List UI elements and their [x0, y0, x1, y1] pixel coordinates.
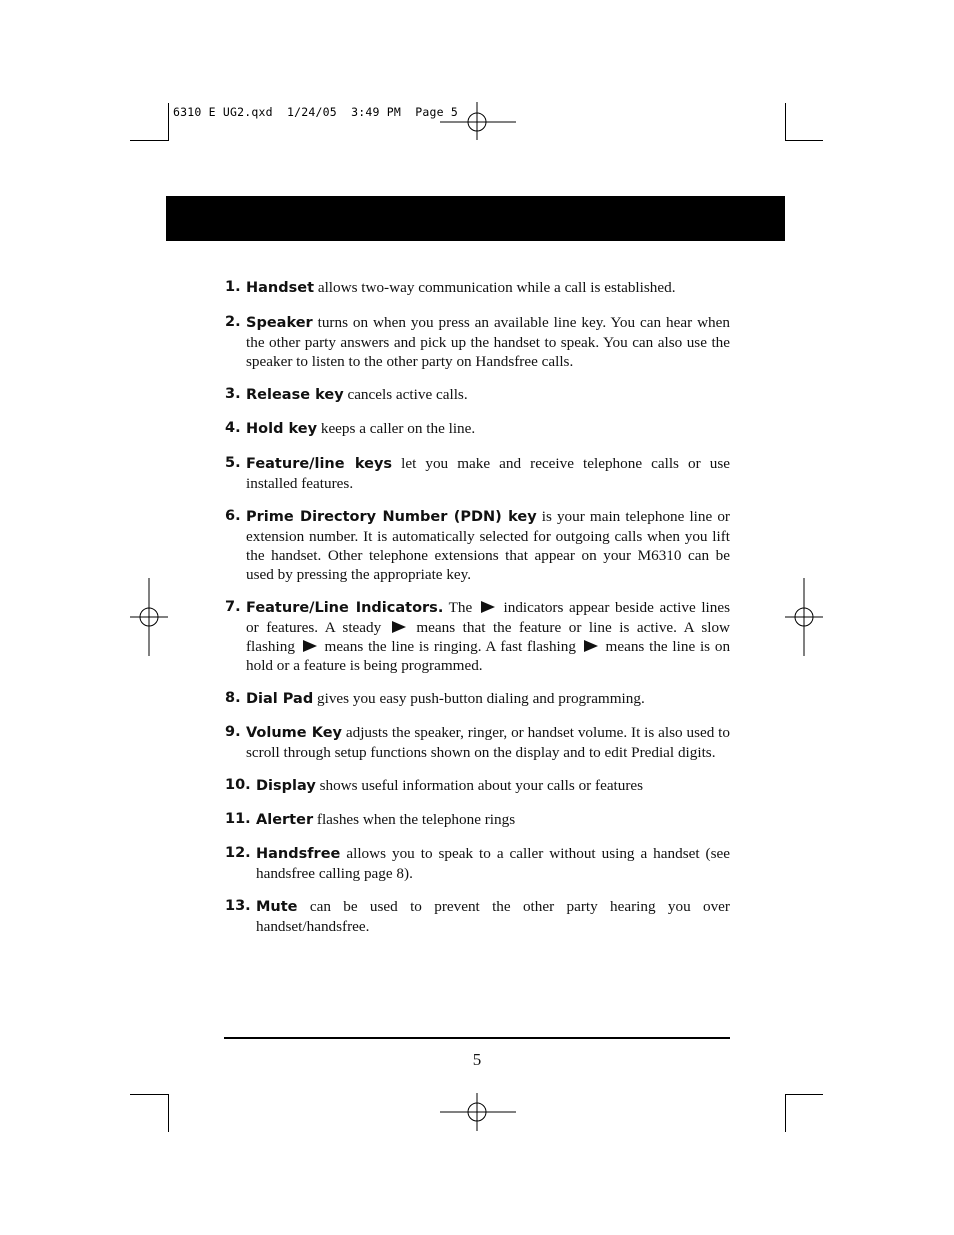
- item-term: Prime Directory Number (PDN) key: [246, 509, 537, 525]
- item-text: gives you easy push-button dialing and programming.: [313, 690, 645, 707]
- item-number: 12.: [225, 845, 251, 861]
- item-text: means the line is on hold or a feature is being programmed.: [246, 638, 731, 674]
- item-text: keeps a caller on the line.: [317, 420, 476, 437]
- crop-mark: [786, 1094, 823, 1095]
- list-item: [225, 454, 730, 493]
- item-number: 6.: [225, 508, 241, 524]
- item-term: Feature/Line Indicators.: [246, 600, 444, 616]
- item-number: 10.: [225, 777, 251, 793]
- list-item: [225, 385, 730, 405]
- item-number: 9.: [225, 724, 241, 740]
- list-item: [225, 689, 730, 709]
- list-item: [225, 897, 730, 936]
- item-text: indicators appear beside active lines or features. A steady: [246, 599, 731, 636]
- crop-mark: [785, 1094, 786, 1132]
- list-item: [225, 723, 730, 762]
- crop-mark: [168, 1094, 169, 1132]
- list-item: [225, 313, 730, 371]
- item-text: can be used to prevent the other party hearing you over handset/handsfree.: [256, 898, 730, 935]
- right-triangle-icon: [584, 640, 598, 652]
- item-term: Volume Key: [246, 725, 343, 741]
- print-slug: 6310 E UG2.qxd 1/24/05 3:49 PM Page 5: [173, 105, 458, 119]
- item-number: 5.: [225, 455, 241, 471]
- item-term: Handset: [246, 280, 315, 296]
- list-item: [225, 507, 730, 584]
- footer-rule: [224, 1037, 730, 1039]
- item-number: 13.: [225, 898, 251, 914]
- header-bar: [166, 196, 785, 241]
- list-item: [225, 810, 730, 830]
- item-number: 3.: [225, 386, 241, 402]
- item-text: flashes when the telephone rings: [313, 811, 516, 828]
- crosshair-registration-icon: [440, 1093, 516, 1131]
- list-item: [225, 278, 730, 298]
- item-text: means that the feature or line is active. A slow flashing: [246, 619, 731, 655]
- right-triangle-icon: [481, 601, 495, 613]
- list-item: [225, 844, 730, 883]
- crop-mark: [130, 1094, 168, 1095]
- crop-mark: [130, 140, 168, 141]
- item-term: Speaker: [246, 315, 313, 331]
- crop-mark: [168, 103, 169, 141]
- item-text: shows useful information about your calls or features: [315, 777, 644, 794]
- item-text: is your main telephone line or extension number. It is automatically selected for outgoing calls when you lift the handset. Other telephone extensions that appear on your M6310 can be used by pressing the appropriate key.: [246, 508, 730, 583]
- list-item: [225, 776, 730, 796]
- item-number: 8.: [225, 690, 241, 706]
- crosshair-registration-icon: [130, 578, 168, 656]
- page-number: 5: [472, 1050, 482, 1069]
- item-term: Mute: [256, 899, 298, 915]
- item-number: 2.: [225, 314, 241, 330]
- crop-mark: [786, 140, 823, 141]
- item-text: allows you to speak to a caller without using a handset (see handsfree calling page 8).: [256, 845, 730, 882]
- item-text: turns on when you press an available line key. You can hear when the other party answers and pick up the handset to speak. You can also use the speaker to listen to the other party on Handsfree calls.: [246, 314, 730, 370]
- item-text: allows two-way communication while a call is established.: [314, 279, 676, 296]
- item-text: adjusts the speaker, ringer, or handset volume. It is also used to scroll through setup functions shown on the display and to edit Predial digits.: [246, 724, 730, 761]
- item-number: 7.: [225, 599, 241, 615]
- feature-list: [225, 278, 730, 936]
- item-term: Handsfree: [256, 846, 341, 862]
- item-term: Alerter: [256, 812, 314, 828]
- item-number: 11.: [225, 811, 251, 827]
- crosshair-registration-icon: [440, 102, 516, 140]
- item-text: The: [443, 599, 473, 616]
- crop-mark: [785, 103, 786, 141]
- item-text: let you make and receive telephone calls or use installed features.: [246, 455, 730, 492]
- item-term: Release key: [246, 387, 344, 403]
- list-item: [225, 598, 730, 675]
- list-item: [225, 419, 730, 439]
- item-number: 4.: [225, 420, 241, 436]
- item-term: Display: [256, 778, 316, 794]
- item-term: Dial Pad: [246, 691, 314, 707]
- right-triangle-icon: [392, 621, 406, 633]
- item-number: 1.: [225, 279, 241, 295]
- right-triangle-icon: [303, 640, 317, 652]
- crosshair-registration-icon: [785, 578, 823, 656]
- item-text: cancels active calls.: [343, 386, 468, 403]
- item-text: means the line is ringing. A fast flashing: [324, 638, 576, 655]
- item-term: Feature/line keys: [246, 456, 393, 472]
- item-term: Hold key: [246, 421, 318, 437]
